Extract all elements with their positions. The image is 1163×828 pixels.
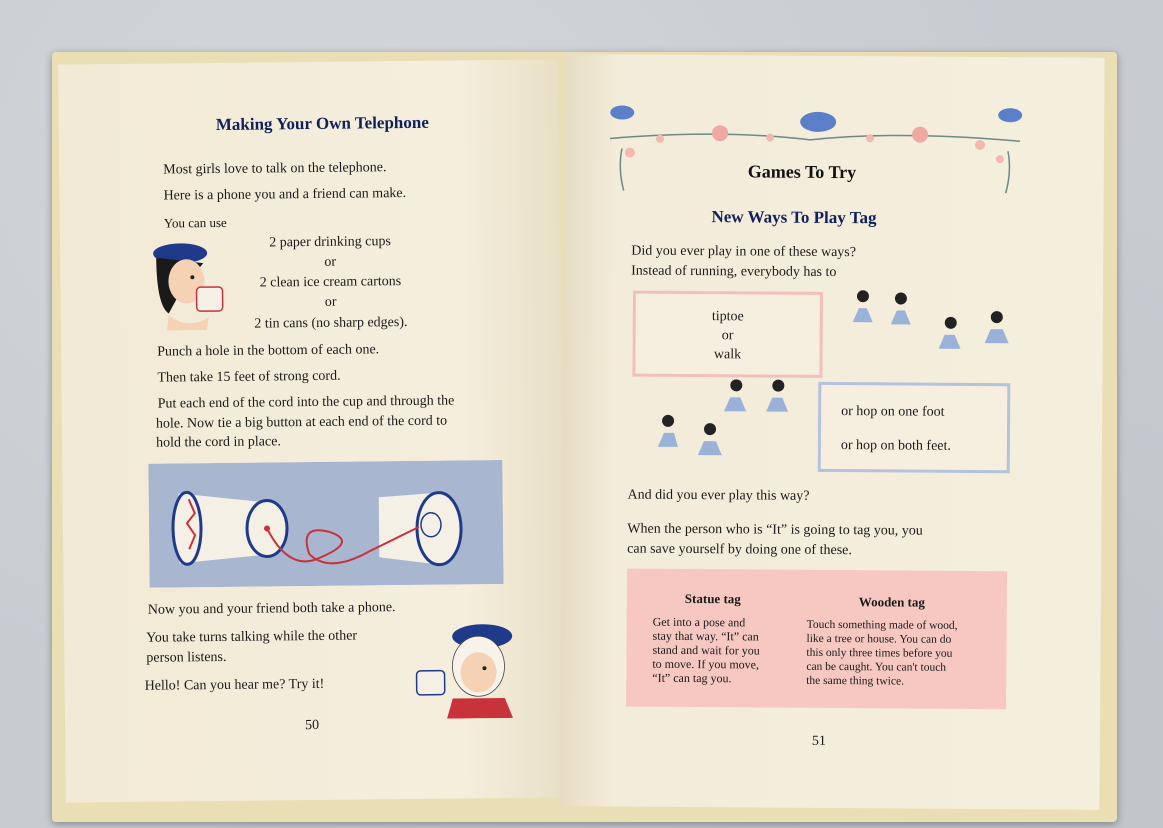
closing-line: Hello! Can you hear me? Try it! xyxy=(144,676,325,694)
left-page xyxy=(58,59,566,802)
left-page-title: Making Your Own Telephone xyxy=(215,112,429,134)
box-text: or hop on both feet. xyxy=(840,438,951,454)
box-text: or xyxy=(721,328,734,344)
closing-line: person listens. xyxy=(146,649,227,666)
box-text: or hop on one foot xyxy=(841,404,945,420)
right-page-subtitle: New Ways To Play Tag xyxy=(711,207,877,228)
intro-line: Here is a phone you and a friend can make. xyxy=(163,186,407,204)
wooden-tag-line: this only three times before you xyxy=(806,646,953,660)
cup-telephone-illustration xyxy=(148,460,503,588)
step-line: hold the cord in place. xyxy=(156,434,281,451)
question-line: And did you ever play this way? xyxy=(627,487,810,504)
closing-line: Now you and your friend both take a phone. xyxy=(147,600,396,618)
statue-tag-line: “It” can tag you. xyxy=(652,670,732,686)
statue-tag-line: stand and wait for you xyxy=(652,642,760,658)
material-or: or xyxy=(324,254,337,270)
statue-tag-line: stay that way. “It” can xyxy=(652,628,759,644)
wooden-tag-title: Wooden tag xyxy=(858,594,925,610)
intro-line: Most girls love to talk on the telephone. xyxy=(163,160,387,178)
right-page xyxy=(559,54,1104,810)
intro-line: Instead of running, everybody has to xyxy=(631,263,837,281)
hop-box xyxy=(818,382,1011,473)
wooden-tag-line: Touch something made of wood, xyxy=(806,618,958,632)
explain-line: When the person who is “It” is going to tag you, you xyxy=(627,521,923,539)
tiptoe-walk-box xyxy=(632,291,823,378)
statue-tag-line: Get into a pose and xyxy=(652,614,746,630)
material-item: 2 tin cans (no sharp edges). xyxy=(254,314,408,332)
closing-line: You take turns talking while the other xyxy=(146,628,358,646)
material-or: or xyxy=(324,294,337,310)
right-page-title: Games To Try xyxy=(747,161,857,183)
intro-line: You can use xyxy=(163,214,227,231)
hopping-girls-illustration xyxy=(648,375,819,480)
explain-line: can save yourself by doing one of these. xyxy=(627,541,852,559)
step-line: Then take 15 feet of strong cord. xyxy=(157,368,341,386)
page-number-51: 51 xyxy=(811,733,826,749)
wooden-tag-line: like a tree or house. You can do xyxy=(806,632,952,646)
step-line: Punch a hole in the bottom of each one. xyxy=(157,342,380,360)
page-number-50: 50 xyxy=(305,717,320,734)
step-line: hole. Now tie a big button at each end of the cord to xyxy=(155,413,448,432)
material-item: 2 clean ice cream cartons xyxy=(259,274,402,291)
girl-with-cup-illustration xyxy=(148,235,229,331)
statue-tag-line: to move. If you move, xyxy=(652,656,760,672)
wooden-tag-line: the same thing twice. xyxy=(806,674,905,688)
intro-line: Did you ever play in one of these ways? xyxy=(631,243,857,261)
material-item: 2 paper drinking cups xyxy=(269,234,391,251)
girl-with-phone-illustration xyxy=(404,618,515,719)
tiptoe-girls-illustration xyxy=(832,282,1033,375)
box-text: walk xyxy=(713,347,742,363)
tag-rules-panel xyxy=(626,569,1007,710)
box-text: tiptoe xyxy=(711,309,744,325)
statue-tag-title: Statue tag xyxy=(684,590,741,607)
wooden-tag-line: can be caught. You can't touch xyxy=(806,660,947,674)
step-line: Put each end of the cord into the cup and through the xyxy=(157,393,455,412)
